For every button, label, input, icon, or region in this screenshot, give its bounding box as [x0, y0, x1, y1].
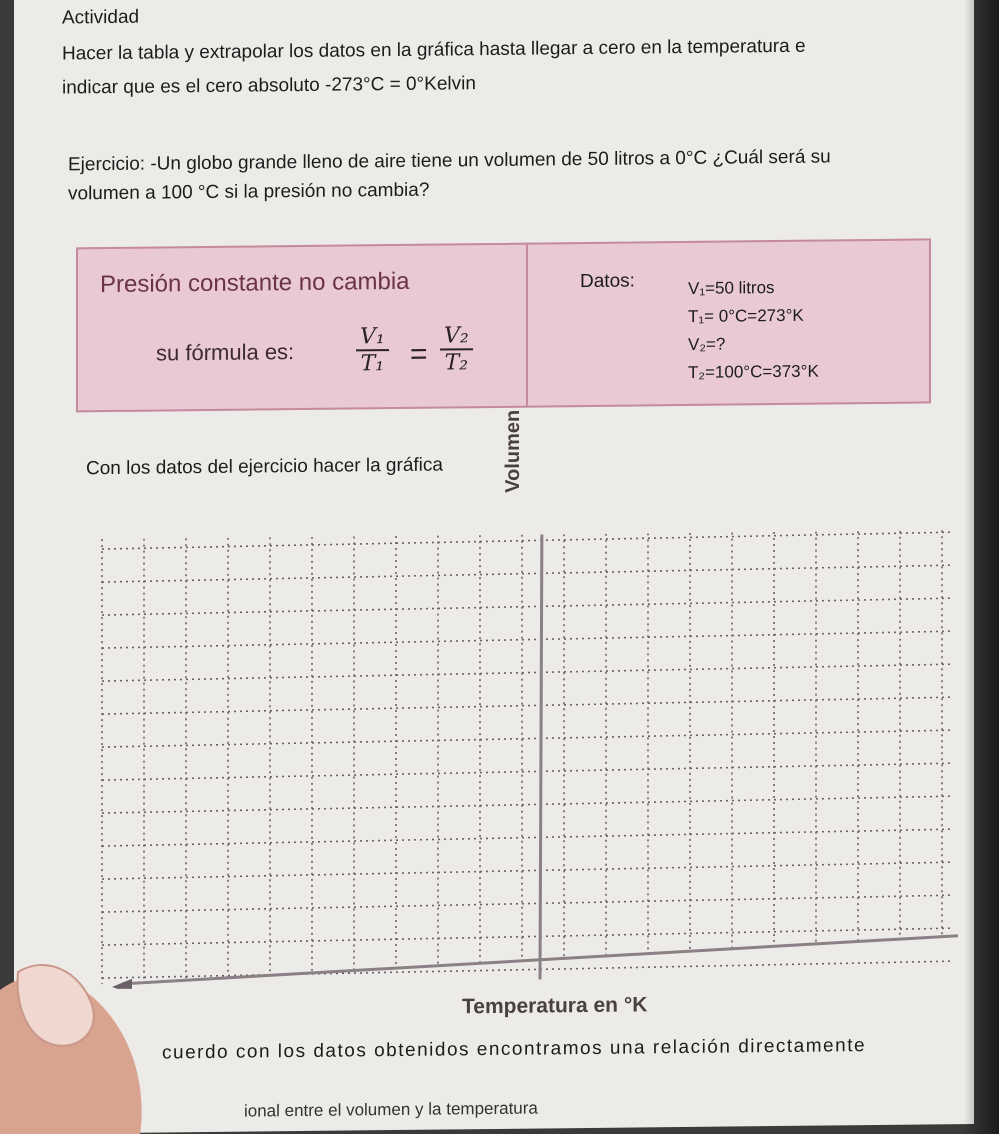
t2-symbol: T₂	[444, 350, 469, 376]
grid-hline	[102, 862, 952, 879]
datos-label: Datos:	[580, 270, 635, 293]
data-v2: V₂=?	[688, 334, 726, 354]
box-divider	[526, 245, 528, 406]
grid-hline	[102, 565, 952, 582]
grid-hline	[102, 532, 952, 549]
fraction-v2-t2	[440, 323, 473, 375]
graph-grid	[92, 530, 958, 989]
grid-hline	[102, 697, 952, 714]
page-shadow	[964, 0, 999, 1134]
finger-photo-overlay	[0, 950, 160, 1134]
conclusion-line-1: cuerdo con los datos obtenidos encontramos una relación directamente	[162, 1035, 867, 1064]
exercise-line-1: Ejercicio: -Un globo grande lleno de aire tiene un volumen de 50 litros a 0°C ¿Cuál será su	[68, 146, 831, 176]
formula-box	[76, 238, 931, 412]
activity-title: Actividad	[62, 6, 140, 29]
grid-hline	[102, 664, 952, 681]
v1-symbol: V₁	[356, 324, 389, 351]
graph-title: Con los datos del ejercicio hacer la gráfica	[86, 454, 443, 480]
y-axis	[540, 530, 542, 979]
v2-symbol: V₂	[440, 323, 473, 350]
instructions-line-2: indicar que es el cero absoluto -273°C = 0°Kelvin	[62, 73, 476, 99]
x-axis-label: Temperatura en °K	[462, 993, 648, 1019]
grid-hline	[102, 763, 952, 780]
grid-hline	[102, 730, 952, 747]
exercise-line-2: volumen a 100 °C si la presión no cambia?	[68, 179, 430, 205]
grid-hline	[102, 796, 952, 813]
data-t2: T₂=100°C=373°K	[688, 361, 819, 382]
grid-hline	[102, 829, 952, 846]
grid-hline	[102, 598, 952, 615]
grid-hline	[102, 961, 952, 978]
data-v1: V₁=50 litros	[688, 278, 775, 298]
t1-symbol: T₁	[360, 351, 385, 377]
instructions-line-1: Hacer la tabla y extrapolar los datos en la gráfica hasta llegar a cero en la temperatura e	[62, 35, 806, 65]
conclusion-line-2: ional entre el volumen y la temperatura	[244, 1098, 538, 1121]
grid-hline	[102, 895, 952, 912]
data-t1: T₁= 0°C=273°K	[688, 305, 804, 326]
y-axis-label: Volumen	[502, 409, 524, 493]
equals-sign: =	[410, 337, 428, 371]
box-heading: Presión constante no cambia	[100, 267, 410, 299]
fraction-v1-t1	[356, 324, 389, 376]
grid-hline	[102, 631, 952, 648]
formula-label: su fórmula es:	[156, 339, 295, 366]
